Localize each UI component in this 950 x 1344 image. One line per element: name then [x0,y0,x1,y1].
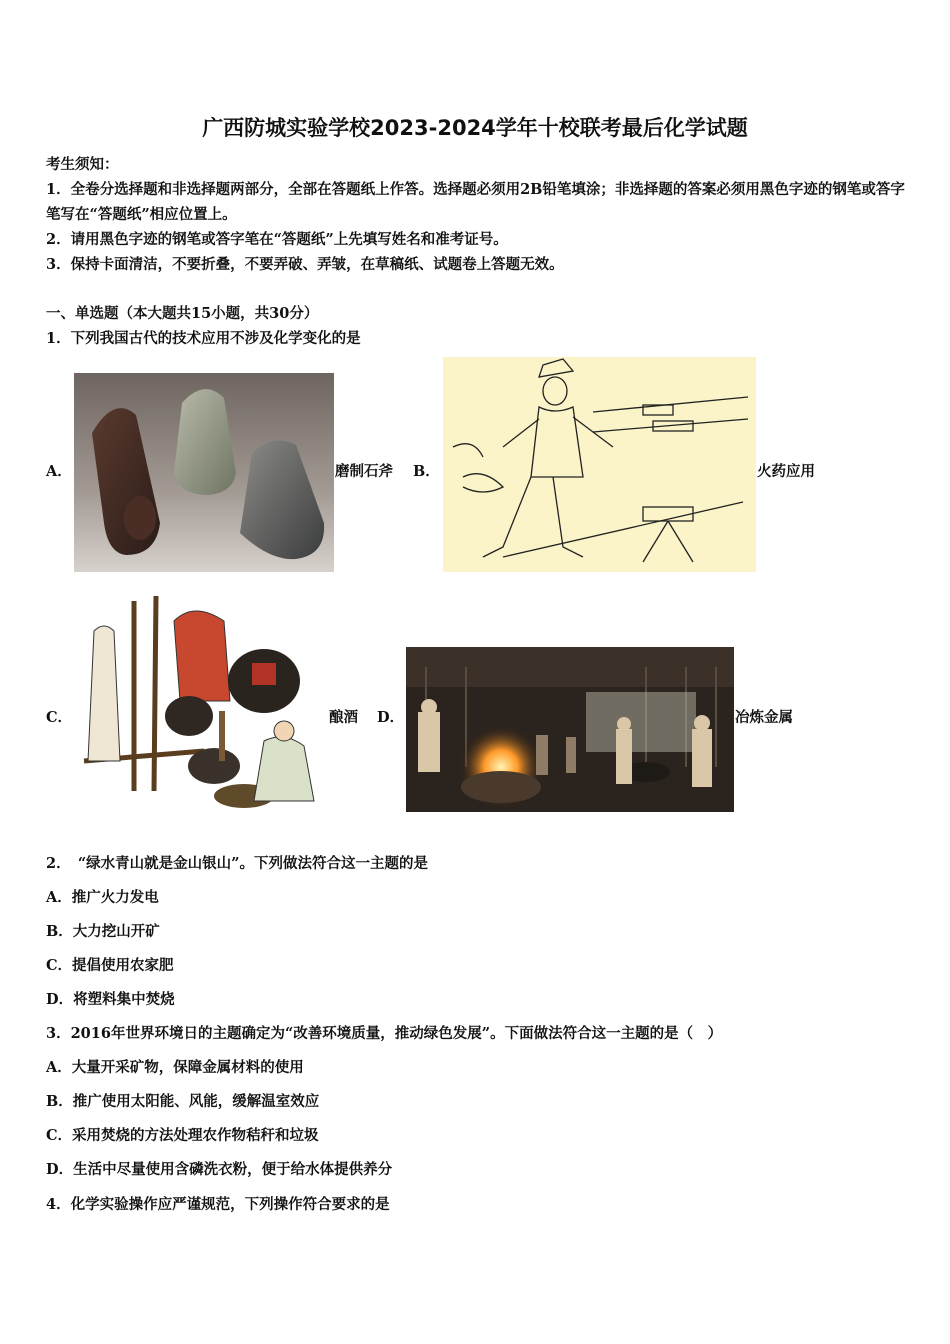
q2-stem: 2． “绿水青山就是金山银山”。下列做法符合这一主题的是 [46,855,429,872]
q1-option-d-text: 冶炼金属 [735,709,793,726]
q1-option-b-label: B． [413,463,440,480]
q2-option-a: A．推广火力发电 [46,889,159,906]
q2-option-c: C．提倡使用农家肥 [46,957,174,974]
metal-smelting-image [406,647,734,812]
q2-option-d: D．将塑料集中焚烧 [46,991,175,1008]
stone-axes-image [74,373,334,572]
notice-item-3: 3．保持卡面清洁，不要折叠，不要弄破、弄皱，在草稿纸、试题卷上答题无效。 [46,256,564,273]
q3-option-c: C．采用焚烧的方法处理农作物秸秆和垃圾 [46,1127,319,1144]
q1-option-b-text: 火药应用 [757,463,815,480]
q3-option-d: D．生活中尽量使用含磷洗衣粉，便于给水体提供养分 [46,1161,393,1178]
q3-option-b: B．推广使用太阳能、风能，缓解温室效应 [46,1093,320,1110]
q1-option-c-text: 酿酒 [329,709,358,726]
q1-option-a-label: A． [46,463,72,480]
q4-stem: 4．化学实验操作应严谨规范，下列操作符合要求的是 [46,1196,390,1213]
q1-option-d-label: D． [377,709,405,726]
gunpowder-warrior-drawing [443,357,756,572]
notice-item-1: 1．全卷分选择题和非选择题两部分，全部在答题纸上作答。选择题必须用2B铅笔填涂；非选择题的答案必须用黑色字迹的钢笔或答字笔写在“答题纸”相应位置上。 [46,181,905,223]
exam-title: 广西防城实验学校2023-2024学年十校联考最后化学试题 [202,116,748,140]
q3-stem: 3．2016年世界环境日的主题确定为“改善环境质量，推动绿色发展”。下面做法符合这一主题的是（ ） [46,1025,723,1042]
notice-heading: 考生须知： [46,156,119,173]
wine-making-image [74,591,329,811]
q1-option-c-label: C． [46,709,73,726]
q1-option-a-text: 磨制石斧 [335,463,393,480]
q2-option-b: B．大力挖山开矿 [46,923,160,940]
q1-stem: 1．下列我国古代的技术应用不涉及化学变化的是 [46,330,361,347]
section-heading: 一、单选题（本大题共15小题，共30分） [46,305,319,322]
q3-option-a: A．大量开采矿物，保障金属材料的使用 [46,1059,304,1076]
notice-item-2: 2．请用黑色字迹的钢笔或答字笔在“答题纸”上先填写姓名和准考证号。 [46,231,508,248]
